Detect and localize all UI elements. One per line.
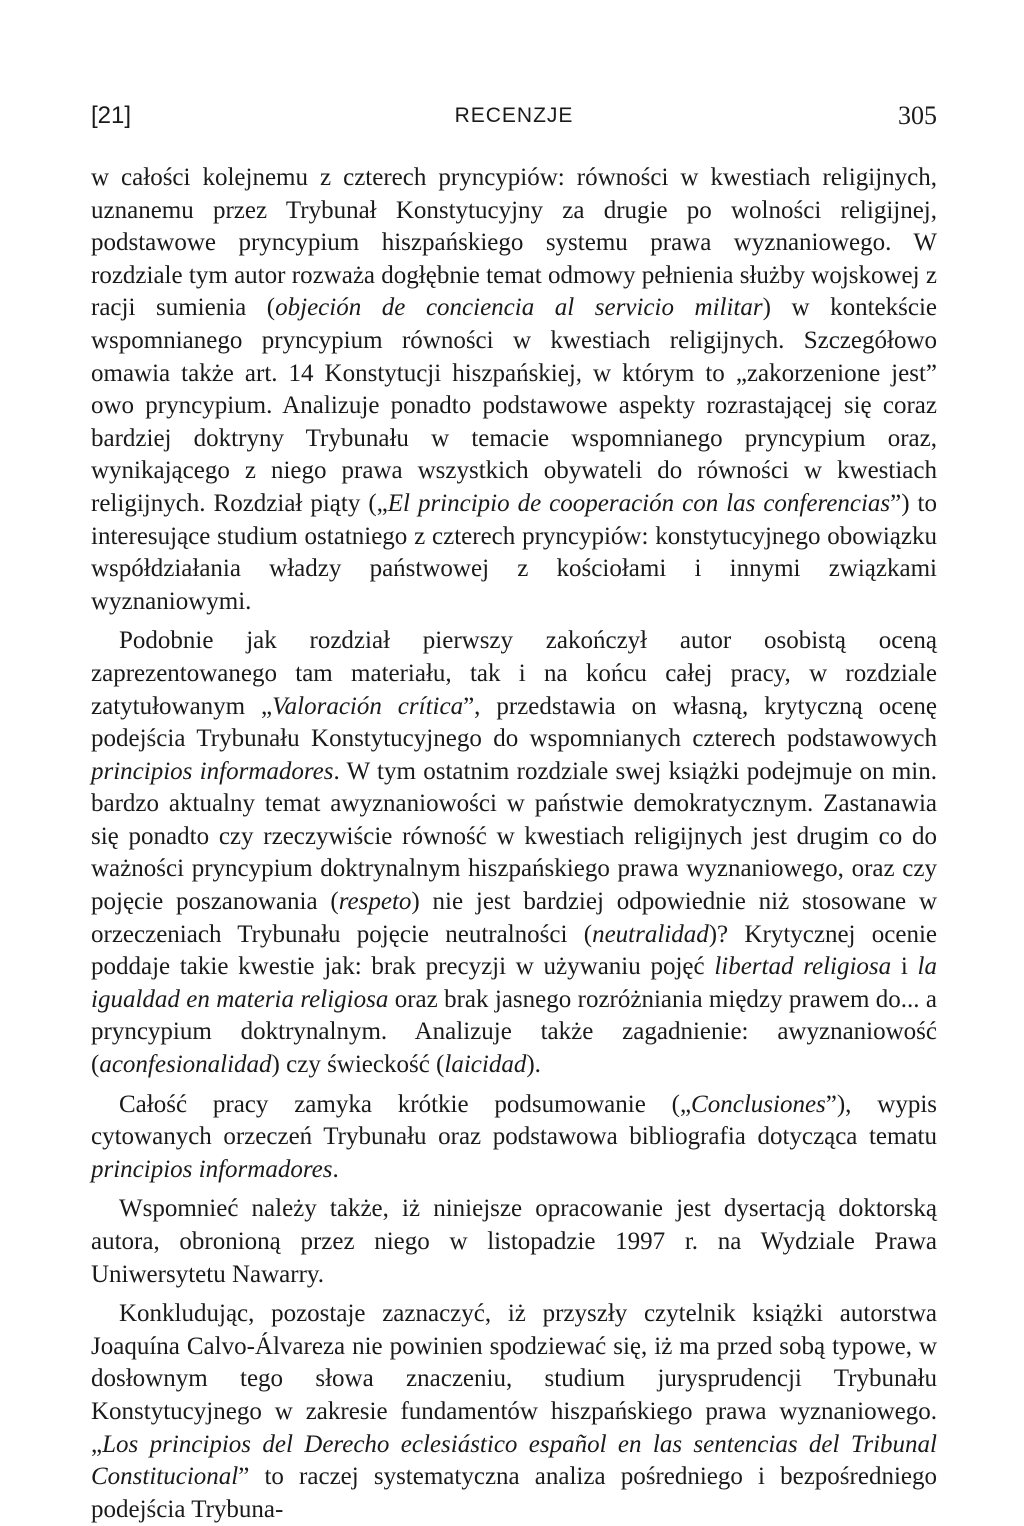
- running-header: [91, 96, 937, 136]
- italic-phrase: El principio de cooperación con las conferencias: [387, 489, 891, 517]
- text-run: )? Krytycznej ocenie poddaje takie kwestie jak: brak precyzji w używaniu pojęć: [91, 920, 938, 981]
- text-run: ”) to interesujące studium ostatniego z czterech pryncypiów: konstytucyjnego obowiązku współdziałania władzy państwowej z kościołami i innymi związkami wyznaniowymi.: [91, 489, 937, 615]
- page-reference: [21]: [91, 102, 132, 129]
- section-title: RECENZJE: [454, 104, 574, 127]
- text-run: Wspomnieć należy także, iż niniejsze opracowanie jest dysertacją doktorską autora, obronioną przez niego w listopadzie 1997 r. na Wydziale Prawa Uniwersytetu Nawarry.: [91, 1195, 937, 1288]
- document-page: [91, 96, 937, 1526]
- italic-phrase: Conclusiones: [691, 1090, 826, 1118]
- text-run: ) w kontekście wspomnianego pryncypium równości w kwestiach religijnych. Szczegółowo omawia także art. 14 Konstytucji hiszpańskiej, w którym to „zakorzenione jest” owo pryncypium. Analizuje ponadto podstawowe aspekty rozrastającej się coraz bardziej doktryny Trybunału w temacie wspomnianego pryncypium oraz, wynikającego z niego prawa wszystkich obywateli do równości w kwestiach religijnych. Rozdział piąty („: [91, 294, 937, 517]
- italic-phrase: libertad religiosa: [714, 953, 892, 981]
- body-text: [91, 162, 937, 1526]
- text-run: ) nie jest bardziej odpowiednie niż stosowane w orzeczeniach Trybunału pojęcie neutralności (: [91, 888, 937, 948]
- italic-phrase: principios informadores: [91, 757, 334, 785]
- text-run: ”, przedstawia on własną, krytyczną ocenę podejścia Trybunału Konstytucyjnego do wspomnianych czterech podstawowych: [91, 692, 937, 753]
- italic-phrase: la igualdad en materia religiosa: [91, 953, 937, 1013]
- text-run: ”), wypis cytowanych orzeczeń Trybunału oraz podstawowa bibliografia dotycząca tematu: [91, 1090, 937, 1151]
- text-run: Całość pracy zamyka krótkie podsumowanie („: [119, 1090, 692, 1118]
- text-run: Konkludując, pozostaje zaznaczyć, iż przyszły czytelnik książki autorstwa Joaquína Calvo-Álvareza nie powinien spodziewać się, iż ma przed sobą typowe, w dosłownym tego słowa znaczeniu, studium jurysprudencji Trybunału Konstytucyjnego w zakresie fundamentów hiszpańskiego prawa wyznaniowego. „: [91, 1300, 937, 1458]
- italic-phrase: Valoración crítica: [272, 692, 464, 720]
- paragraph: [91, 625, 937, 1081]
- text-run: oraz brak jasnego rozróżniania między prawem do... a pryncypium doktrynalnym. Analizuje także zagadnienie: awyznaniowość (: [91, 985, 937, 1079]
- text-run: i: [891, 953, 918, 981]
- italic-phrase: respeto: [338, 888, 412, 916]
- page-number: 305: [898, 101, 937, 130]
- paragraph: [91, 1193, 937, 1291]
- paragraph: [91, 162, 937, 618]
- italic-phrase: objeción de conciencia al servicio militar: [275, 294, 763, 322]
- text-run: ) czy świeckość (: [271, 1051, 445, 1079]
- text-run: ” to raczej systematyczna analiza pośredniego i bezpośredniego podejścia Trybuna-: [91, 1463, 937, 1523]
- text-run: ).: [526, 1051, 541, 1079]
- paragraph: [91, 1298, 937, 1526]
- text-run: .: [332, 1155, 339, 1183]
- italic-phrase: laicidad: [444, 1051, 527, 1079]
- italic-phrase: Los principios del Derecho eclesiástico español en las sentencias del Tribunal Constitucional: [91, 1430, 937, 1491]
- italic-phrase: neutralidad: [592, 920, 709, 948]
- italic-phrase: aconfesionalidad: [99, 1051, 272, 1079]
- text-run: w całości kolejnemu z czterech pryncypiów: równości w kwestiach religijnych, uznanemu przez Trybunał Konstytucyjny za drugie po wolności religijnej, podstawowe pryncypium hiszpańskiego systemu prawa wyznaniowego. W rozdziale tym autor rozważa dogłębnie temat odmowy pełnienia służby wojskowej z racji sumienia (: [91, 164, 937, 322]
- text-run: . W tym ostatnim rozdziale swej książki podejmuje on min. bardzo aktualny temat awyznaniowości w państwie demokratycznym. Zastanawia się ponadto czy rzeczywiście równość w kwestiach religijnych jest drugim co do ważności pryncypium doktrynalnym hiszpańskiego prawa wyznaniowego, oraz czy pojęcie poszanowania (: [91, 757, 937, 916]
- paragraph: [91, 1089, 937, 1187]
- italic-phrase: principios informadores: [91, 1155, 333, 1183]
- text-run: Podobnie jak rozdział pierwszy zakończył autor osobistą oceną zaprezentowanego tam materiału, tak i na końcu całej pracy, w rozdziale zatytułowanym „: [91, 627, 937, 720]
